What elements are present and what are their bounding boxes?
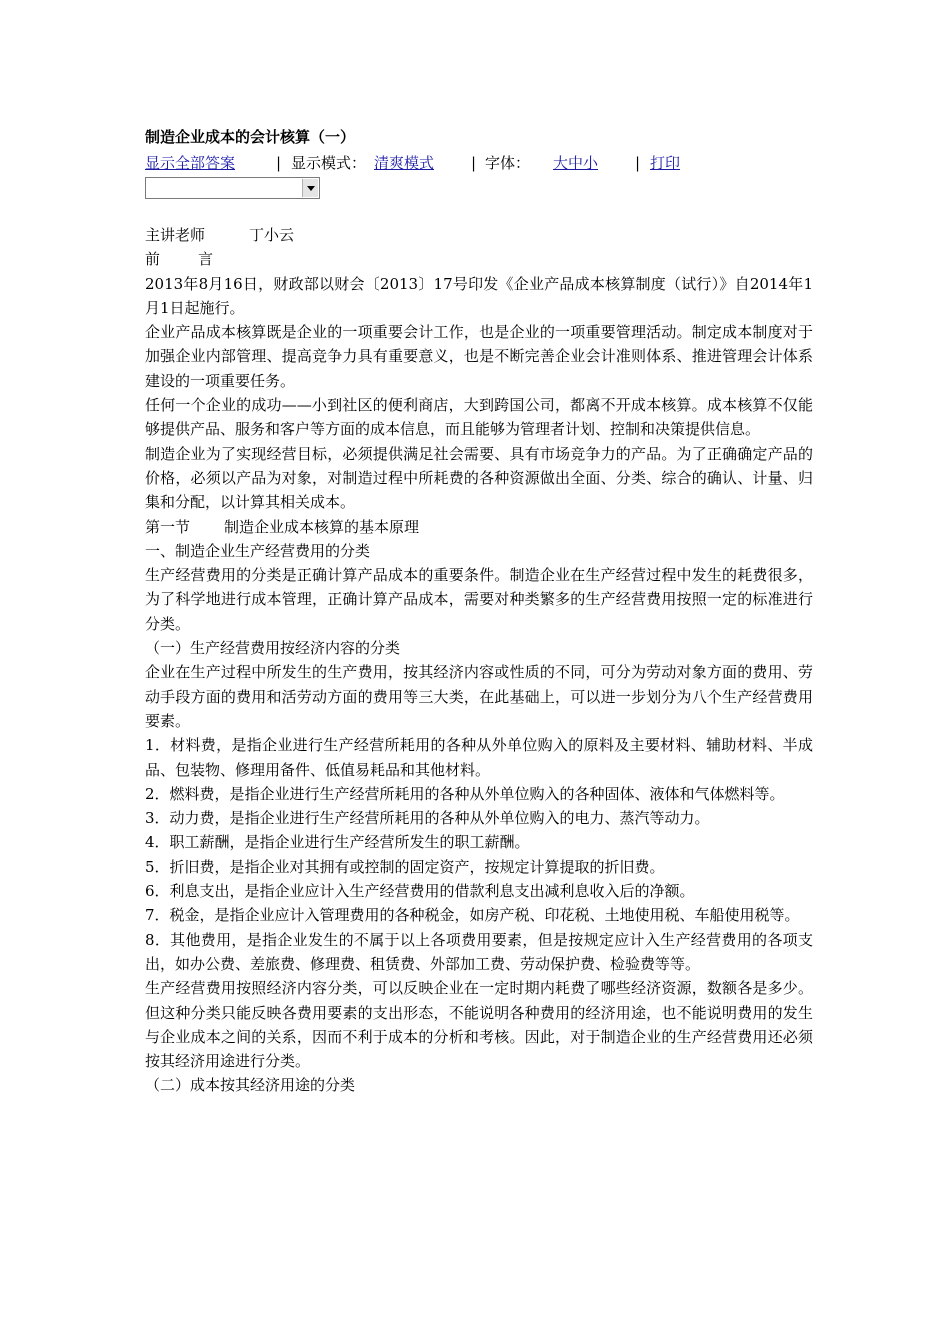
paragraph: 企业在生产过程中所发生的生产费用，按其经济内容或性质的不同，可分为劳动对象方面的费用、劳动手段方面的费用和活劳动方面的费用等三大类，在此基础上，可以进一步划分为八个生产经营费用要素。 [145, 663, 813, 730]
toolbar [145, 151, 813, 175]
paragraph: 企业产品成本核算既是企业的一项重要会计工作，也是企业的一项重要管理活动。制定成本制度对于加强企业内部管理、提高竞争力具有重要意义，也是不断完善企业会计准则体系、推进管理会计体系建设的一项重要任务。 [145, 323, 813, 390]
paragraph: 任何一个企业的成功——小到社区的便利商店，大到跨国公司，都离不开成本核算。成本核算不仅能够提供产品、服务和客户等方面的成本信息，而且能够为管理者计划、控制和决策提供信息。 [145, 396, 813, 439]
document-page [145, 127, 813, 1098]
font-size-link[interactable]: 大中小 [553, 154, 599, 172]
list-item: 7．税金，是指企业应计入管理费用的各种税金，如房产税、印花税、土地使用税、车船使用税等。 [145, 906, 800, 925]
teacher-line [145, 223, 813, 247]
heading: 一、制造企业生产经营费用的分类 [145, 541, 371, 560]
paragraph: 2013年8月16日，财政部以财会〔2013〕17号印发《企业产品成本核算制度（试行）》自2014年1月1日起施行。 [145, 274, 813, 317]
separator: | [276, 154, 282, 172]
list-item: 1．材料费，是指企业进行生产经营所耗用的各种从外单位购入的原料及主要材料、辅助材料、半成品、包装物、修理用备件、低值易耗品和其他材料。 [145, 736, 813, 779]
font-label: 字体： [485, 154, 531, 172]
separator: | [635, 154, 641, 172]
separator: | [471, 154, 477, 172]
show-all-answers-link[interactable]: 显示全部答案 [145, 154, 236, 172]
section-title: 制造企业成本核算的基本原理 [224, 517, 420, 536]
paragraph: 生产经营费用的分类是正确计算产品成本的重要条件。制造企业在生产经营过程中发生的耗费很多，为了科学地进行成本管理，正确计算产品成本，需要对种类繁多的生产经营费用按照一定的标准进行分类。 [145, 566, 813, 633]
print-link[interactable]: 打印 [650, 154, 681, 172]
subheading: （一）生产经营费用按经济内容的分类 [145, 639, 401, 658]
article-body [145, 223, 813, 1098]
section-heading [145, 515, 813, 539]
display-mode-label: 显示模式： [291, 154, 367, 172]
preface-heading [145, 247, 813, 271]
subheading: （二）成本按其经济用途的分类 [145, 1076, 356, 1095]
list-item: 2．燃料费，是指企业进行生产经营所耗用的各种从外单位购入的各种固体、液体和气体燃料等。 [145, 784, 785, 803]
list-item: 3．动力费，是指企业进行生产经营所耗用的各种从外单位购入的电力、蒸汽等动力。 [145, 809, 710, 828]
list-item: 8．其他费用，是指企业发生的不属于以上各项费用要素，但是按规定应计入生产经营费用的各项支出，如办公费、差旅费、修理费、租赁费、外部加工费、劳动保护费、检验费等等。 [145, 930, 813, 973]
page-title: 制造企业成本的会计核算（一） [145, 128, 356, 146]
chevron-down-icon[interactable] [302, 179, 318, 197]
paragraph: 生产经营费用按照经济内容分类，可以反映企业在一定时期内耗费了哪些经济资源，数额各是多少。但这种分类只能反映各费用要素的支出形态，不能说明各种费用的经济用途，也不能说明费用的发生与企业成本之间的关系，因而不利于成本的分析和考核。因此，对于制造企业的生产经营费用还必须按其经济用途进行分类。 [145, 979, 813, 1071]
paragraph: 制造企业为了实现经营目标，必须提供满足社会需要、具有市场竞争力的产品。为了正确确定产品的价格，必须以产品为对象，对制造过程中所耗费的各种资源做出全面、分类、综合的确认、计量、归集和分配，以计算其相关成本。 [145, 444, 813, 512]
section-label: 第一节 [145, 517, 191, 536]
teacher-name: 丁小云 [249, 226, 295, 244]
list-item: 5．折旧费，是指企业对其拥有或控制的固定资产，按规定计算提取的折旧费。 [145, 857, 665, 876]
display-mode-link[interactable]: 清爽模式 [374, 154, 435, 172]
chapter-select[interactable] [145, 177, 320, 199]
teacher-label: 主讲老师 [145, 226, 206, 244]
preface-char-2: 言 [198, 250, 214, 269]
preface-char-1: 前 [145, 250, 161, 269]
list-item: 6．利息支出，是指企业应计入生产经营费用的借款利息支出减利息收入后的净额。 [145, 882, 695, 901]
list-item: 4．职工薪酬，是指企业进行生产经营所发生的职工薪酬。 [145, 833, 530, 852]
